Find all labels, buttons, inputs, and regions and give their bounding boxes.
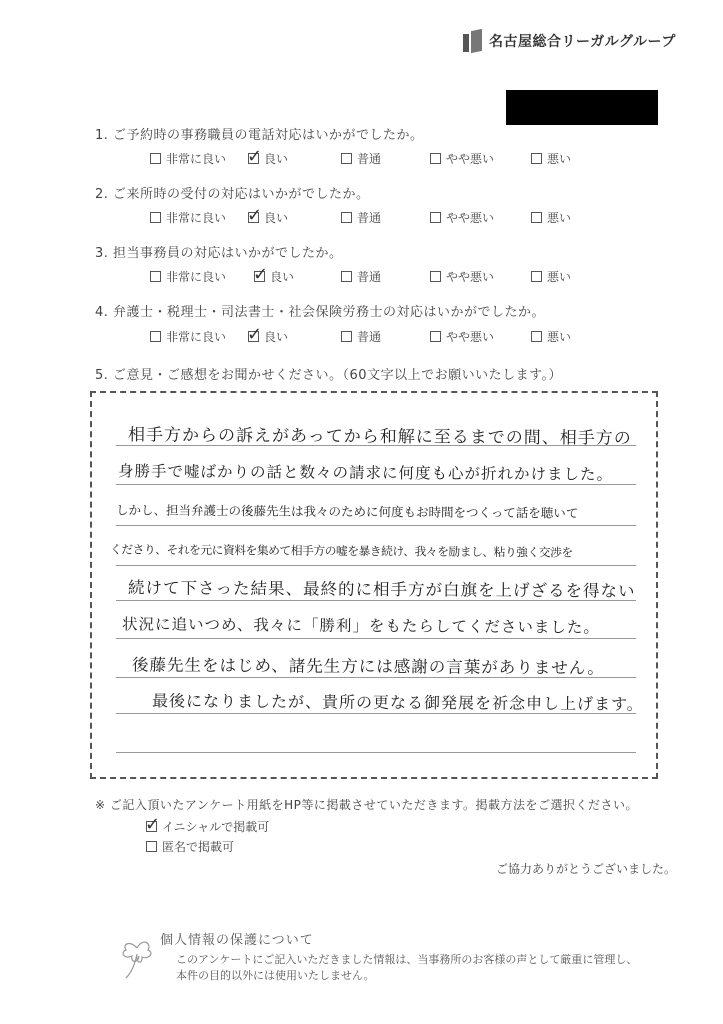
- checkbox[interactable]: [430, 153, 441, 164]
- question-5-label: 5. ご意見・ご感想をお聞かせください。（60文字以上でお願いいたします。）: [95, 368, 563, 383]
- checkbox[interactable]: [531, 331, 542, 342]
- checkbox[interactable]: [253, 264, 269, 285]
- logo-text: 名古屋総合リーガルグループ: [489, 34, 676, 50]
- question-3-label: 3. 担当事務員の対応はいかがでしたか。: [95, 246, 343, 261]
- checkbox[interactable]: [150, 331, 161, 342]
- question-2-label: 2. ご来所時の受付の対応はいかがでしたか。: [95, 187, 370, 202]
- checkbox[interactable]: [150, 271, 161, 282]
- option-label: 非常に良い: [166, 211, 227, 225]
- logo-icon: [463, 30, 483, 52]
- privacy-text: このアンケートにご記入いただきました情報は、当事務所のお客様の声として厳重に管理し、: [176, 953, 638, 966]
- option-label: 匿名で掲載可: [162, 840, 235, 854]
- checkbox[interactable]: [531, 271, 542, 282]
- option-bad[interactable]: [531, 328, 571, 345]
- option-normal[interactable]: [341, 150, 381, 167]
- option-label: 良い: [264, 211, 289, 225]
- option-good[interactable]: [247, 205, 289, 226]
- comment-line: しかし、担当弁護士の後藤先生は我々のために何度もお時間をつくって話を聴いて: [115, 502, 579, 521]
- option-label: 良い: [270, 270, 295, 284]
- option-bad[interactable]: [531, 209, 571, 226]
- option-initials[interactable]: [145, 814, 270, 835]
- option-label: 非常に良い: [166, 270, 227, 284]
- comment-line: 続けて下さった結果、最終的に相手方が白旗を上げざるを得ない: [127, 578, 636, 601]
- option-good[interactable]: [247, 324, 289, 345]
- option-label: やや悪い: [446, 270, 495, 284]
- option-label: やや悪い: [446, 211, 495, 225]
- checkmark-icon: ✓: [247, 205, 263, 226]
- ruled-line: [116, 752, 636, 753]
- checkbox[interactable]: [430, 331, 441, 342]
- option-normal[interactable]: [341, 268, 381, 285]
- ruled-line: [116, 565, 636, 566]
- option-very-good[interactable]: [150, 268, 226, 285]
- ruled-line: [116, 638, 636, 639]
- question-1-label: 1. ご予約時の事務職員の電話対応はいかがでしたか。: [95, 128, 424, 143]
- checkbox[interactable]: [247, 324, 263, 345]
- checkbox[interactable]: [247, 205, 263, 226]
- publication-note: ※ ご記入頂いたアンケート用紙をHP等に掲載させていただきます。掲載方法をご選択ください。: [95, 798, 638, 812]
- checkbox[interactable]: [430, 212, 441, 223]
- checkbox[interactable]: [146, 841, 157, 852]
- checkmark-icon: ✓: [247, 324, 263, 345]
- option-bad[interactable]: [531, 268, 571, 285]
- option-label: 非常に良い: [166, 330, 227, 344]
- comment-line: くださり、それを元に資料を集めて相手方の嘘を暴き続け、我々を励まし、粘り強く交渉を: [109, 542, 573, 560]
- option-label: 普通: [357, 211, 382, 225]
- checkmark-icon: ✓: [253, 264, 269, 285]
- comment-line: 身勝手で嘘ばかりの話と数々の請求に何度も心が折れかけました。: [117, 462, 614, 484]
- checkmark-icon: ✓: [247, 146, 263, 167]
- option-normal[interactable]: [341, 328, 381, 345]
- option-somewhat-bad[interactable]: [430, 328, 494, 345]
- comment-line: 相手方からの訴えがあってから和解に至るまでの間、相手方の: [127, 425, 632, 449]
- comment-line: 後藤先生をはじめ、諸先生方には感謝の言葉がありません。: [131, 655, 605, 678]
- privacy-text: 本件の目的以外には使用いたしません。: [176, 969, 375, 982]
- option-very-good[interactable]: [150, 150, 226, 167]
- checkbox[interactable]: [341, 331, 352, 342]
- company-logo: [463, 30, 676, 52]
- option-label: 非常に良い: [166, 152, 227, 166]
- option-label: 普通: [357, 152, 382, 166]
- option-label: 良い: [264, 330, 289, 344]
- option-label: 良い: [264, 152, 289, 166]
- option-somewhat-bad[interactable]: [430, 209, 494, 226]
- checkmark-icon: ✓: [145, 814, 161, 835]
- option-good[interactable]: [247, 146, 289, 167]
- option-label: やや悪い: [446, 152, 495, 166]
- option-good[interactable]: [253, 264, 295, 285]
- clover-icon: [112, 924, 162, 980]
- redacted-name-block: [506, 90, 658, 125]
- option-label: 普通: [357, 330, 382, 344]
- question-4-label: 4. 弁護士・税理士・司法書士・社会保険労務士の対応はいかがでしたか。: [95, 305, 546, 320]
- thanks-text: ご協力ありがとうございました。: [496, 862, 677, 876]
- option-very-good[interactable]: [150, 209, 226, 226]
- option-anonymous[interactable]: [146, 838, 234, 855]
- option-very-good[interactable]: [150, 328, 226, 345]
- option-somewhat-bad[interactable]: [430, 150, 494, 167]
- option-label: やや悪い: [446, 330, 495, 344]
- checkbox[interactable]: [247, 146, 263, 167]
- checkbox[interactable]: [341, 271, 352, 282]
- checkbox[interactable]: [430, 271, 441, 282]
- checkbox[interactable]: [145, 814, 161, 835]
- option-label: 悪い: [547, 270, 572, 284]
- option-somewhat-bad[interactable]: [430, 268, 494, 285]
- comment-line: 状況に追いつめ、我々に「勝利」をもたらしてくださいました。: [121, 615, 600, 637]
- checkbox[interactable]: [150, 153, 161, 164]
- checkbox[interactable]: [531, 212, 542, 223]
- privacy-title: 個人情報の保護について: [160, 933, 314, 948]
- comment-line: 最後になりましたが、貴所の更なる御発展を祈念申し上げます。: [151, 691, 644, 714]
- option-label: 悪い: [547, 330, 572, 344]
- option-label: 悪い: [547, 152, 572, 166]
- checkbox[interactable]: [341, 212, 352, 223]
- ruled-line: [116, 525, 636, 526]
- option-normal[interactable]: [341, 209, 381, 226]
- option-bad[interactable]: [531, 150, 571, 167]
- option-label: 悪い: [547, 211, 572, 225]
- checkbox[interactable]: [341, 153, 352, 164]
- checkbox[interactable]: [531, 153, 542, 164]
- option-label: イニシャルで掲載可: [162, 820, 270, 834]
- checkbox[interactable]: [150, 212, 161, 223]
- option-label: 普通: [357, 270, 382, 284]
